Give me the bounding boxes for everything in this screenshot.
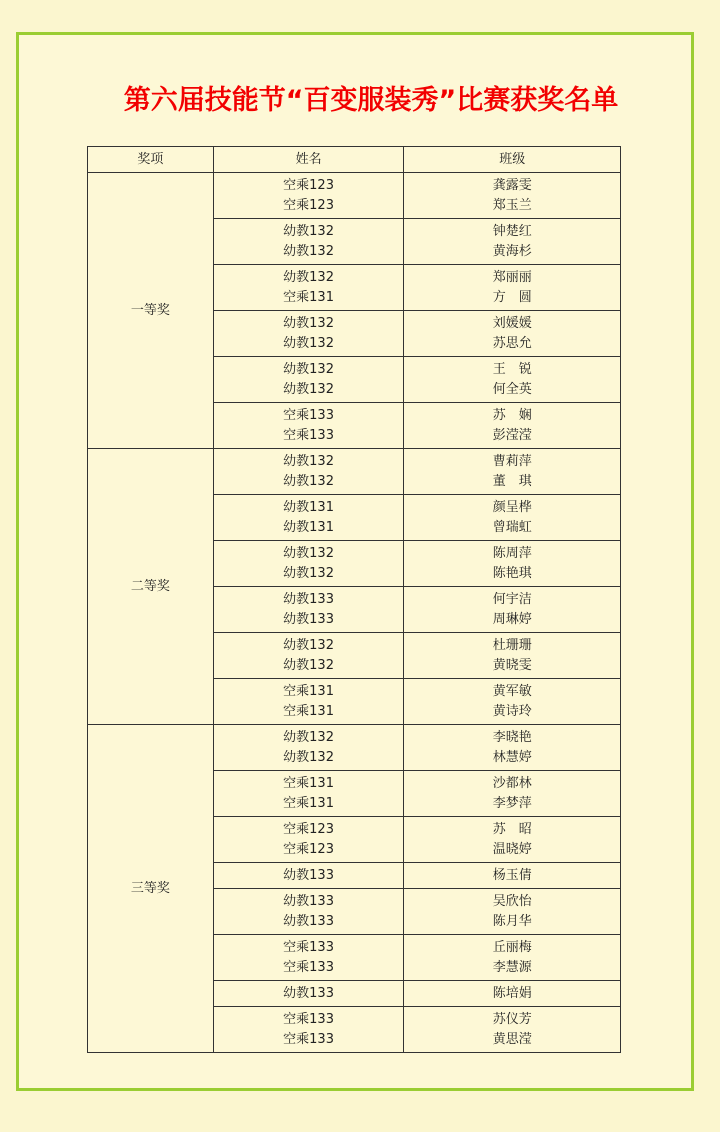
student-name: 刘媛媛 xyxy=(492,316,532,331)
class-text: 幼教132 xyxy=(283,638,334,653)
class-text: 幼教132 xyxy=(283,362,334,377)
student-name: 周琳婷 xyxy=(492,611,532,627)
name-cell xyxy=(404,889,621,935)
student-name: 陈周萍 xyxy=(492,546,532,561)
table-row xyxy=(88,173,621,219)
name-cell xyxy=(404,587,621,633)
class-text: 幼教132 xyxy=(283,657,334,673)
class-text: 幼教132 xyxy=(283,270,334,285)
class-cell xyxy=(213,219,404,265)
class-text: 空乘131 xyxy=(283,776,334,791)
student-name: 丘丽梅 xyxy=(492,940,532,955)
student-name: 黄海杉 xyxy=(492,243,532,259)
student-name: 方 圆 xyxy=(492,289,532,305)
class-text: 空乘133 xyxy=(283,959,334,975)
class-cell xyxy=(213,633,404,679)
class-cell xyxy=(213,449,404,495)
name-cell xyxy=(404,495,621,541)
student-name: 杜珊珊 xyxy=(492,638,532,653)
student-name: 温晓婷 xyxy=(492,841,532,857)
class-text: 幼教133 xyxy=(283,867,334,883)
class-text: 幼教132 xyxy=(283,473,334,489)
class-cell xyxy=(213,311,404,357)
student-name: 苏仪芳 xyxy=(492,1012,532,1027)
class-cell xyxy=(213,679,404,725)
class-text: 空乘123 xyxy=(283,822,334,837)
class-text: 幼教132 xyxy=(283,749,334,765)
name-cell xyxy=(404,1007,621,1053)
header-class: 班级 xyxy=(404,147,621,173)
student-name: 黄晓雯 xyxy=(492,657,532,673)
student-name: 郑玉兰 xyxy=(492,197,532,213)
class-text: 幼教131 xyxy=(283,519,334,535)
name-cell xyxy=(404,771,621,817)
class-text: 空乘123 xyxy=(283,841,334,857)
award-table xyxy=(87,146,621,1053)
class-text: 幼教132 xyxy=(283,381,334,397)
class-text: 幼教132 xyxy=(283,243,334,259)
award-level-cell: 二等奖 xyxy=(88,449,214,725)
header-award: 奖项 xyxy=(88,147,214,173)
student-name: 王 锐 xyxy=(492,362,532,377)
student-name: 龚露雯 xyxy=(492,178,532,193)
class-text: 空乘131 xyxy=(283,795,334,811)
award-level-cell: 三等奖 xyxy=(88,725,214,1053)
class-text: 幼教132 xyxy=(283,224,334,239)
class-cell xyxy=(213,981,404,1007)
class-cell xyxy=(213,265,404,311)
student-name: 曾瑞虹 xyxy=(492,519,532,535)
table-row xyxy=(88,449,621,495)
award-level-cell: 一等奖 xyxy=(88,173,214,449)
name-cell xyxy=(404,935,621,981)
class-text: 幼教131 xyxy=(283,500,334,515)
class-text: 空乘133 xyxy=(283,1012,334,1027)
class-text: 幼教132 xyxy=(283,565,334,581)
student-name: 董 琪 xyxy=(492,473,532,489)
class-text: 空乘133 xyxy=(283,1031,334,1047)
student-name: 苏思允 xyxy=(492,335,532,351)
name-cell xyxy=(404,357,621,403)
class-text: 空乘123 xyxy=(283,197,334,213)
name-cell xyxy=(404,219,621,265)
student-name: 曹莉萍 xyxy=(492,454,532,469)
class-cell xyxy=(213,817,404,863)
class-text: 空乘131 xyxy=(283,684,334,699)
class-text: 幼教132 xyxy=(283,316,334,331)
class-text: 幼教133 xyxy=(283,913,334,929)
student-name: 何全英 xyxy=(492,381,532,397)
table-body xyxy=(88,173,621,1053)
student-name: 苏 昭 xyxy=(492,822,532,837)
student-name: 李梦萍 xyxy=(492,795,532,811)
class-text: 空乘131 xyxy=(283,289,334,305)
name-cell xyxy=(404,863,621,889)
class-cell xyxy=(213,1007,404,1053)
class-cell xyxy=(213,357,404,403)
class-cell xyxy=(213,587,404,633)
class-cell xyxy=(213,403,404,449)
name-cell xyxy=(404,633,621,679)
class-text: 空乘133 xyxy=(283,427,334,443)
class-text: 幼教133 xyxy=(283,985,334,1001)
class-text: 空乘123 xyxy=(283,178,334,193)
name-cell xyxy=(404,541,621,587)
student-name: 吴欣怡 xyxy=(492,894,532,909)
student-name: 陈培娟 xyxy=(492,985,532,1001)
class-cell xyxy=(213,541,404,587)
class-text: 幼教133 xyxy=(283,894,334,909)
name-cell xyxy=(404,817,621,863)
student-name: 杨玉倩 xyxy=(492,867,532,883)
student-name: 黄诗玲 xyxy=(492,703,532,719)
page-title: 第六届技能节“百变服装秀”比赛获奖名单 xyxy=(123,85,619,116)
student-name: 陈艳琪 xyxy=(492,565,532,581)
class-text: 幼教132 xyxy=(283,730,334,745)
student-name: 苏 娴 xyxy=(492,408,532,423)
student-name: 林慧婷 xyxy=(492,749,532,765)
name-cell xyxy=(404,173,621,219)
class-text: 幼教132 xyxy=(283,454,334,469)
student-name: 颜呈桦 xyxy=(492,500,532,515)
name-cell xyxy=(404,311,621,357)
student-name: 陈月华 xyxy=(492,913,532,929)
class-text: 幼教132 xyxy=(283,546,334,561)
class-cell xyxy=(213,173,404,219)
class-text: 空乘131 xyxy=(283,703,334,719)
student-name: 黄军敏 xyxy=(492,684,532,699)
student-name: 李晓艳 xyxy=(492,730,532,745)
name-cell xyxy=(404,265,621,311)
name-cell xyxy=(404,981,621,1007)
student-name: 郑丽丽 xyxy=(492,270,532,285)
class-cell xyxy=(213,889,404,935)
class-cell xyxy=(213,863,404,889)
table-row xyxy=(88,725,621,771)
header-name: 姓名 xyxy=(213,147,404,173)
student-name: 李慧源 xyxy=(492,959,532,975)
student-name: 彭滢滢 xyxy=(492,427,532,443)
student-name: 钟楚红 xyxy=(492,224,532,239)
class-text: 幼教132 xyxy=(283,335,334,351)
student-name: 沙都林 xyxy=(492,776,532,791)
class-text: 空乘133 xyxy=(283,408,334,423)
table-header-row xyxy=(88,147,621,173)
class-text: 空乘133 xyxy=(283,940,334,955)
name-cell xyxy=(404,449,621,495)
class-text: 幼教133 xyxy=(283,592,334,607)
name-cell xyxy=(404,725,621,771)
class-cell xyxy=(213,771,404,817)
class-cell xyxy=(213,935,404,981)
class-cell xyxy=(213,495,404,541)
class-text: 幼教133 xyxy=(283,611,334,627)
student-name: 何宇洁 xyxy=(492,592,532,607)
name-cell xyxy=(404,679,621,725)
class-cell xyxy=(213,725,404,771)
name-cell xyxy=(404,403,621,449)
student-name: 黄思滢 xyxy=(492,1031,532,1047)
